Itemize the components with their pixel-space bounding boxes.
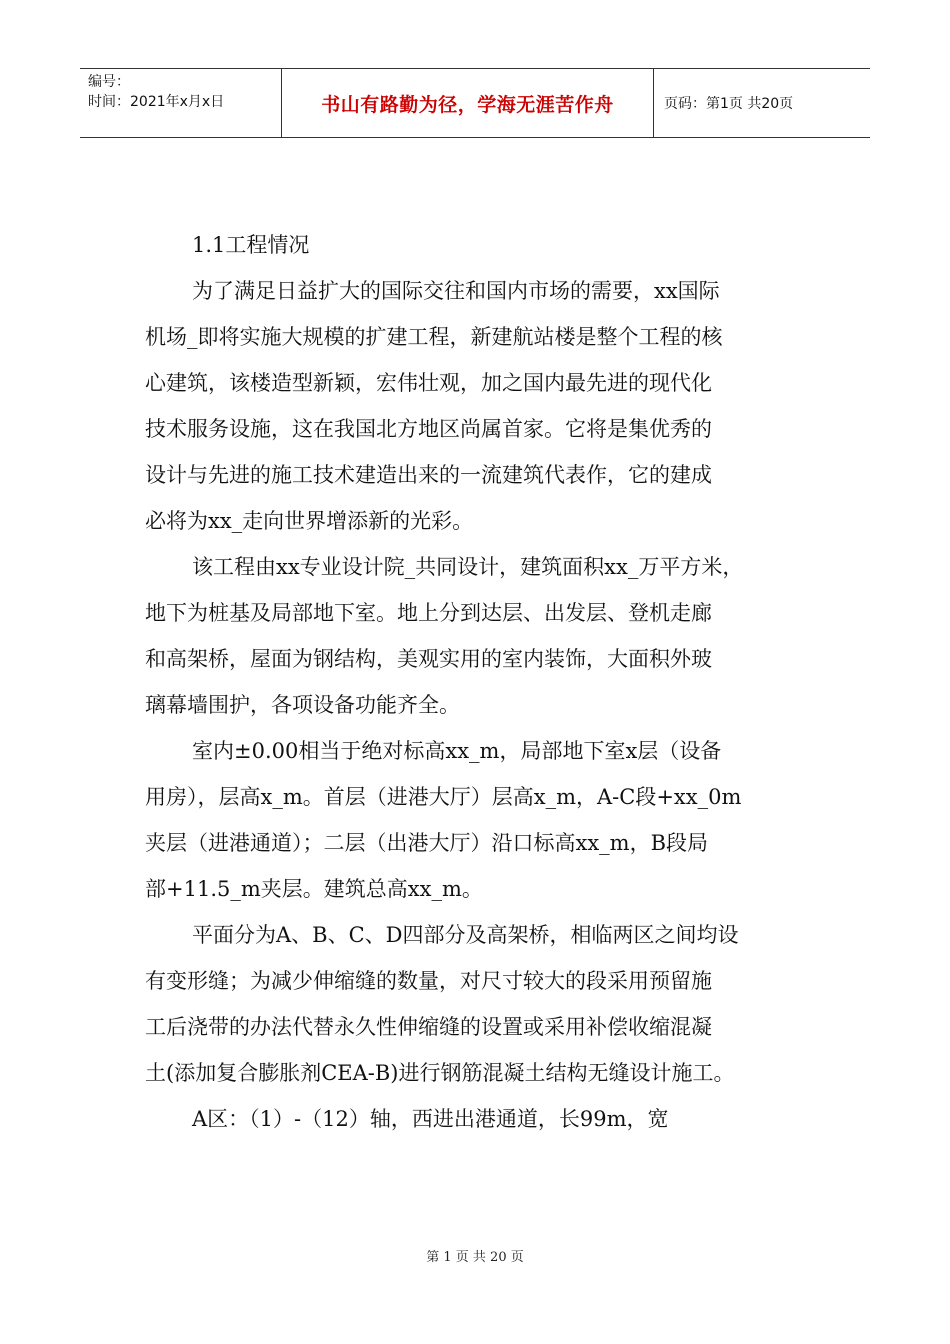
header-table (80, 68, 870, 138)
section-heading: 1.1工程情况 (192, 233, 310, 257)
paragraph-line: 室内±0.00相当于绝对标高xx_m，局部地下室x层（设备 (192, 739, 722, 763)
paragraph-line: 该工程由xx专业设计院_共同设计，建筑面积xx_万平方米， (192, 555, 744, 579)
header-motto: 书山有路勤为径，学海无涯苦作舟 (282, 69, 654, 137)
paragraph-line: 设计与先进的施工技术建造出来的一流建筑代表作，它的建成 (145, 463, 712, 487)
time-label: 时间：2021年x月x日 (88, 94, 225, 110)
paragraph-line: 为了满足日益扩大的国际交往和国内市场的需要，xx国际 (192, 279, 720, 303)
paragraph-line: 技术服务设施，这在我国北方地区尚属首家。它将是集优秀的 (145, 417, 712, 441)
header-page-info: 页码：第1页 共20页 (664, 96, 794, 112)
page-footer: 第 1 页 共 20 页 (426, 1250, 524, 1265)
paragraph-line: 土(添加复合膨胀剂CEA-B)进行钢筋混凝土结构无缝设计施工。 (145, 1061, 735, 1085)
paragraph-line: 心建筑，该楼造型新颖，宏伟壮观，加之国内最先进的现代化 (145, 371, 712, 395)
paragraph-line: 部+11.5_m夹层。建筑总高xx_m。 (145, 877, 483, 901)
paragraph-line: 地下为桩基及局部地下室。地上分到达层、出发层、登机走廊 (145, 601, 712, 625)
number-label: 编号： (88, 74, 130, 90)
header-meta-cell (80, 69, 282, 137)
paragraph-line: 必将为xx_走向世界增添新的光彩。 (145, 509, 474, 533)
document-body (145, 222, 825, 1142)
paragraph-line: 璃幕墙围护，各项设备功能齐全。 (145, 693, 460, 717)
paragraph-line: A区：（1）-（12）轴，西进出港通道，长99m，宽 (192, 1107, 669, 1131)
paragraph-line: 用房），层高x_m。首层（进港大厅）层高x_m，A-C段+xx_0m (145, 785, 742, 809)
paragraph-line: 有变形缝；为减少伸缩缝的数量，对尺寸较大的段采用预留施 (145, 969, 712, 993)
paragraph-line: 机场_即将实施大规模的扩建工程，新建航站楼是整个工程的核 (145, 325, 723, 349)
paragraph-line: 和高架桥，屋面为钢结构，美观实用的室内装饰，大面积外玻 (145, 647, 712, 671)
paragraph-line: 平面分为A、B、C、D四部分及高架桥，相临两区之间均设 (192, 923, 739, 947)
paragraph-line: 工后浇带的办法代替永久性伸缩缝的设置或采用补偿收缩混凝 (145, 1015, 712, 1039)
paragraph-line: 夹层（进港通道）；二层（出港大厅）沿口标高xx_m，B段局 (145, 831, 709, 855)
